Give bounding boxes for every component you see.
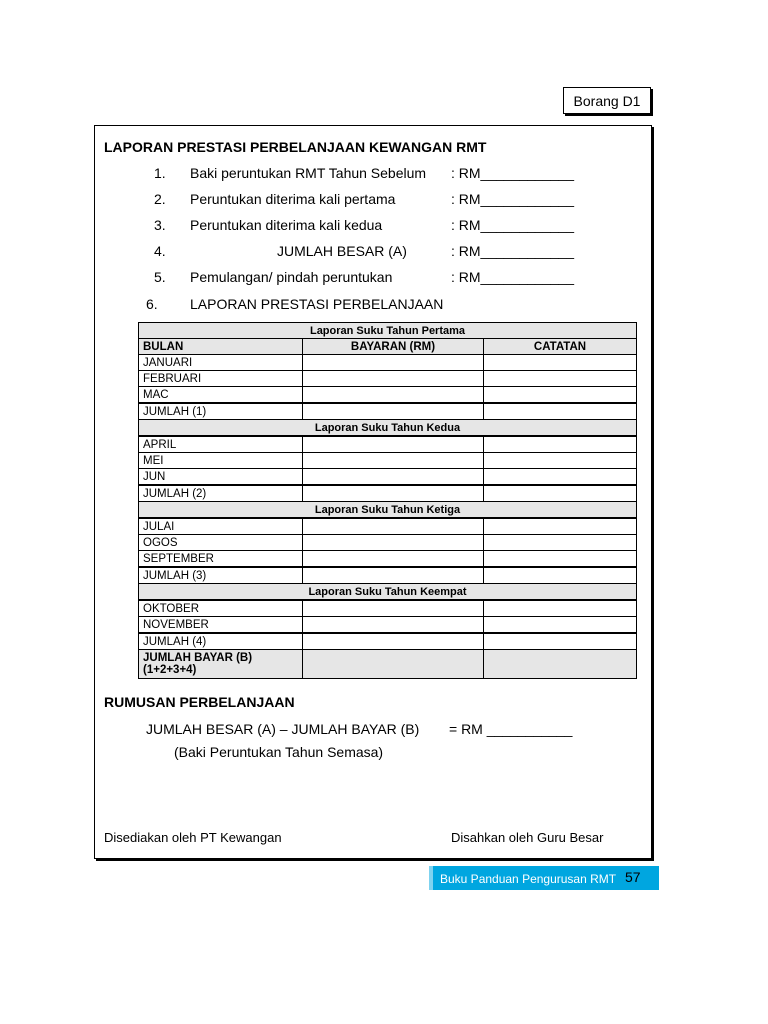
item-5-number: 5. [154,269,166,285]
table-row [139,371,637,387]
remark-cell[interactable] [484,371,637,387]
subtotal-cell: JUMLAH (2) [139,485,303,502]
header-bulan: BULAN [139,339,303,355]
remark-cell[interactable] [484,453,637,469]
payment-cell[interactable] [303,551,484,568]
remark-cell[interactable] [484,387,637,404]
table-row [139,403,637,420]
subtotal-cell: JUMLAH (1) [139,403,303,420]
remark-cell[interactable] [484,469,637,486]
month-cell: OGOS [139,535,303,551]
summary-formula: JUMLAH BESAR (A) – JUMLAH BAYAR (B) [146,721,420,737]
table-row [139,633,637,650]
form-code: Borang D1 [573,92,641,109]
item-4-number: 4. [154,243,166,259]
remark-cell[interactable] [484,567,637,584]
payment-cell[interactable] [303,387,484,404]
table-row [139,387,637,404]
approved-by-label: Disahkan oleh Guru Besar [451,830,604,845]
item-3-number: 3. [154,217,166,233]
month-cell: JULAI [139,518,303,535]
item-1-number: 1. [154,165,166,181]
item-6-label: LAPORAN PRESTASI PERBELANJAAN [190,296,444,312]
subtotal-cell: JUMLAH (3) [139,567,303,584]
item-1-value: : RM____________ [451,165,574,181]
section-title-q2: Laporan Suku Tahun Kedua [139,420,637,437]
remark-cell[interactable] [484,355,637,371]
remark-cell[interactable] [484,535,637,551]
grand-total-remark-cell[interactable] [484,650,637,679]
grand-total-label-line2: (1+2+3+4) [143,664,197,676]
item-5-label: Pemulangan/ pindah peruntukan [190,269,393,285]
table-row [139,600,637,617]
grand-total-label-line1: JUMLAH BAYAR (B) [143,652,253,664]
form-code-box [563,87,651,114]
payment-cell[interactable] [303,567,484,584]
section-title-q4: Laporan Suku Tahun Keempat [139,584,637,601]
month-cell: NOVEMBER [139,617,303,634]
grand-total-payment-cell[interactable] [303,650,484,679]
table-row [139,535,637,551]
header-bayaran: BAYARAN (RM) [303,339,484,355]
payment-cell[interactable] [303,371,484,387]
remark-cell[interactable] [484,403,637,420]
section-title-q1: Laporan Suku Tahun Pertama [139,323,637,339]
subtotal-cell: JUMLAH (4) [139,633,303,650]
remark-cell[interactable] [484,436,637,453]
remark-cell[interactable] [484,551,637,568]
page-number: 57 [625,869,641,885]
item-5-value: : RM____________ [451,269,574,285]
form-title: LAPORAN PRESTASI PERBELANJAAN KEWANGAN RMT [104,139,487,155]
month-cell: OKTOBER [139,600,303,617]
item-2-label: Peruntukan diterima kali pertama [190,191,396,207]
prepared-by-label: Disediakan oleh PT Kewangan [104,830,282,845]
footer-title: Buku Panduan Pengurusan RMT [440,872,617,886]
month-cell: JUN [139,469,303,486]
summary-note: (Baki Peruntukan Tahun Semasa) [174,744,384,760]
summary-title: RUMUSAN PERBELANJAAN [104,694,295,710]
table-row [139,355,637,371]
payment-cell[interactable] [303,436,484,453]
table-row [139,469,637,486]
item-2-number: 2. [154,191,166,207]
item-3-value: : RM____________ [451,217,574,233]
payment-cell[interactable] [303,469,484,486]
grand-total-row [139,650,637,679]
payment-cell[interactable] [303,518,484,535]
item-3-label: Peruntukan diterima kali kedua [190,217,383,233]
table-row [139,518,637,535]
table-row [139,567,637,584]
month-cell: MAC [139,387,303,404]
payment-cell[interactable] [303,485,484,502]
remark-cell[interactable] [484,617,637,634]
section-title-q3: Laporan Suku Tahun Ketiga [139,502,637,519]
table-row [139,436,637,453]
remark-cell[interactable] [484,633,637,650]
table-row [139,485,637,502]
table-row [139,453,637,469]
grand-total-label [139,650,303,679]
item-1-label: Baki peruntukan RMT Tahun Sebelum [190,165,427,181]
item-4-value: : RM____________ [451,243,574,259]
payment-cell[interactable] [303,535,484,551]
payment-cell[interactable] [303,617,484,634]
month-cell: APRIL [139,436,303,453]
payment-cell[interactable] [303,403,484,420]
item-2-value: : RM____________ [451,191,574,207]
expenditure-table [138,322,637,679]
month-cell: SEPTEMBER [139,551,303,568]
month-cell: FEBRUARI [139,371,303,387]
month-cell: JANUARI [139,355,303,371]
payment-cell[interactable] [303,453,484,469]
header-catatan: CATATAN [484,339,637,355]
item-4-label: JUMLAH BESAR (A) [277,243,407,259]
item-6-number: 6. [146,296,158,312]
table-row [139,617,637,634]
payment-cell[interactable] [303,600,484,617]
remark-cell[interactable] [484,518,637,535]
summary-formula-value: = RM ___________ [449,721,573,737]
payment-cell[interactable] [303,633,484,650]
remark-cell[interactable] [484,600,637,617]
payment-cell[interactable] [303,355,484,371]
month-cell: MEI [139,453,303,469]
table-row [139,551,637,568]
remark-cell[interactable] [484,485,637,502]
